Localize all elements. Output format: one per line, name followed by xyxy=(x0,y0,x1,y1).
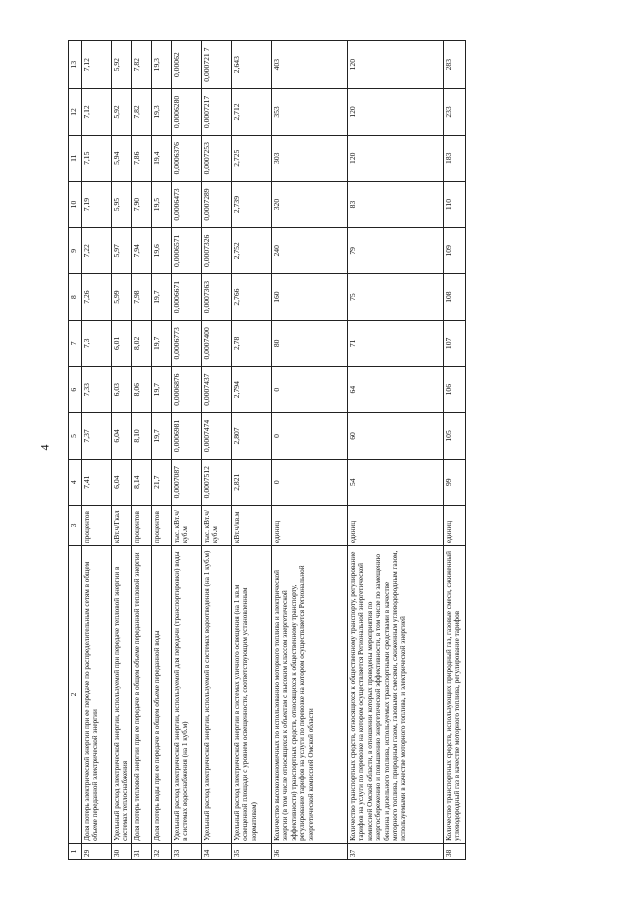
row-number-cell: 34 xyxy=(202,843,232,859)
value-cell: 7,41 xyxy=(82,459,112,505)
indicator-name-cell: Доля потерь электрической энергии при ее передаче по распределительным сетям в общем объеме переданной электрической энергии xyxy=(82,546,112,844)
indicator-name-cell: Удельный расход электрической энергии, используемой для передачи (транспортировки) воды в системах водоснабжения (на 1 куб.м) xyxy=(172,546,202,844)
value-cell: 0,0006876 xyxy=(172,367,202,413)
value-cell: 2,643 xyxy=(232,41,272,89)
value-cell: 75 xyxy=(348,274,444,320)
unit-cell: единиц xyxy=(272,505,348,545)
value-cell: 0,00062 xyxy=(172,41,202,89)
value-cell: 106 xyxy=(444,367,466,413)
row-number-cell: 38 xyxy=(444,843,466,859)
table-row xyxy=(202,41,232,860)
header-cell: 9 xyxy=(69,228,82,274)
value-cell: 80 xyxy=(272,320,348,366)
unit-cell: процентов xyxy=(152,505,172,545)
value-cell: 0,0006473 xyxy=(172,181,202,227)
unit-cell: процентов xyxy=(82,505,112,545)
indicator-name-cell: Доля потерь тепловой энергии при ее передаче в общем объеме переданной тепловой энергии xyxy=(132,546,152,844)
value-cell: 0,0007326 xyxy=(202,228,232,274)
value-cell: 2,78 xyxy=(232,320,272,366)
header-cell: 3 xyxy=(69,505,82,545)
value-cell: 2,794 xyxy=(232,367,272,413)
unit-cell: кВт.ч/кв.м xyxy=(232,505,272,545)
header-cell: 5 xyxy=(69,413,82,459)
row-number-cell: 32 xyxy=(152,843,172,859)
table-row xyxy=(444,41,466,860)
value-cell: 19,7 xyxy=(152,274,172,320)
value-cell: 19,7 xyxy=(152,320,172,366)
value-cell: 160 xyxy=(272,274,348,320)
value-cell: 8,10 xyxy=(132,413,152,459)
value-cell: 320 xyxy=(272,181,348,227)
value-cell: 99 xyxy=(444,459,466,505)
indicator-name-cell: Доля потерь воды при ее передаче в общем объеме переданной воды xyxy=(152,546,172,844)
value-cell: 2,752 xyxy=(232,228,272,274)
unit-cell: тыс. кВт.ч/ куб.м xyxy=(202,505,232,545)
page-number: 4 xyxy=(37,444,52,451)
value-cell: 7,82 xyxy=(132,41,152,89)
value-cell: 0,0006376 xyxy=(172,135,202,181)
value-cell: 19,7 xyxy=(152,413,172,459)
value-cell: 0 xyxy=(272,367,348,413)
row-number-cell: 35 xyxy=(232,843,272,859)
table-row xyxy=(132,41,152,860)
row-number-cell: 30 xyxy=(112,843,132,859)
value-cell: 21,7 xyxy=(152,459,172,505)
value-cell: 0,0007512 xyxy=(202,459,232,505)
header-cell: 6 xyxy=(69,367,82,413)
value-cell: 233 xyxy=(444,89,466,135)
unit-cell: тыс. кВт.ч/ куб.м xyxy=(172,505,202,545)
header-row xyxy=(69,41,82,860)
table-body xyxy=(82,41,466,860)
value-cell: 107 xyxy=(444,320,466,366)
indicator-name-cell: Удельный расход электрической энергии, используемой в системах водоотведения (на 1 куб.м) xyxy=(202,546,232,844)
value-cell: 0,0006773 xyxy=(172,320,202,366)
row-number-cell: 29 xyxy=(82,843,112,859)
header-cell: 2 xyxy=(69,546,82,844)
value-cell: 0,0007253 xyxy=(202,135,232,181)
value-cell: 105 xyxy=(444,413,466,459)
value-cell: 0,0006280 xyxy=(172,89,202,135)
table-row xyxy=(272,41,348,860)
value-cell: 240 xyxy=(272,228,348,274)
value-cell: 7,98 xyxy=(132,274,152,320)
value-cell: 19,6 xyxy=(152,228,172,274)
value-cell: 6,03 xyxy=(112,367,132,413)
value-cell: 353 xyxy=(272,89,348,135)
indicator-name-cell: Количество транспортных средств, относящихся к общественному транспорту, регулирование тарифов на услуги по перевозке на котором осуществляется Региональной энергетической комиссией Омской области, в отношении которых проведены мероприятия по энергосбережению и повышению энергетической эффективности, в том числе по замещению бензина и дизельного топлива, используемых транспортными средствами в качестве моторного топлива, природным газом, газовыми смесями, сжиженным углеводородным газом, используемыми в качестве моторного топлива, и электрической энергией xyxy=(348,546,444,844)
table-wrapper xyxy=(68,40,618,860)
value-cell: 0,0007400 xyxy=(202,320,232,366)
header-cell: 1 xyxy=(69,843,82,859)
value-cell: 5,92 xyxy=(112,41,132,89)
value-cell: 60 xyxy=(348,413,444,459)
value-cell: 120 xyxy=(348,41,444,89)
value-cell: 2,766 xyxy=(232,274,272,320)
value-cell: 5,95 xyxy=(112,181,132,227)
unit-cell: единиц xyxy=(444,505,466,545)
table-row xyxy=(232,41,272,860)
value-cell: 19,7 xyxy=(152,367,172,413)
value-cell: 7,86 xyxy=(132,135,152,181)
value-cell: 2,821 xyxy=(232,459,272,505)
value-cell: 64 xyxy=(348,367,444,413)
header-cell: 8 xyxy=(69,274,82,320)
value-cell: 0,0006981 xyxy=(172,413,202,459)
row-number-cell: 31 xyxy=(132,843,152,859)
value-cell: 0,0007474 xyxy=(202,413,232,459)
value-cell: 5,92 xyxy=(112,89,132,135)
value-cell: 108 xyxy=(444,274,466,320)
value-cell: 403 xyxy=(272,41,348,89)
value-cell: 83 xyxy=(348,181,444,227)
value-cell: 0,0007217 xyxy=(202,89,232,135)
value-cell: 19,4 xyxy=(152,135,172,181)
indicators-table xyxy=(68,40,466,860)
value-cell: 6,01 xyxy=(112,320,132,366)
indicator-name-cell: Удельный расход электрической энергии, используемой при передаче тепловой энергии в системах теплоснабжения xyxy=(112,546,132,844)
value-cell: 7,22 xyxy=(82,228,112,274)
row-number-cell: 33 xyxy=(172,843,202,859)
value-cell: 0 xyxy=(272,459,348,505)
value-cell: 2,807 xyxy=(232,413,272,459)
table-row xyxy=(172,41,202,860)
header-cell: 10 xyxy=(69,181,82,227)
unit-cell: единиц xyxy=(348,505,444,545)
header-cell: 11 xyxy=(69,135,82,181)
value-cell: 0,0007289 xyxy=(202,181,232,227)
value-cell: 7,37 xyxy=(82,413,112,459)
header-cell: 4 xyxy=(69,459,82,505)
value-cell: 8,02 xyxy=(132,320,152,366)
value-cell: 19,3 xyxy=(152,41,172,89)
value-cell: 7,90 xyxy=(132,181,152,227)
value-cell: 19,5 xyxy=(152,181,172,227)
table-row xyxy=(152,41,172,860)
value-cell: 0,000721 7 xyxy=(202,41,232,89)
unit-cell: процентов xyxy=(132,505,152,545)
value-cell: 71 xyxy=(348,320,444,366)
value-cell: 6,04 xyxy=(112,459,132,505)
value-cell: 0,0007087 xyxy=(172,459,202,505)
table-row xyxy=(112,41,132,860)
value-cell: 120 xyxy=(348,135,444,181)
header-cell: 7 xyxy=(69,320,82,366)
value-cell: 303 xyxy=(272,135,348,181)
value-cell: 5,99 xyxy=(112,274,132,320)
indicator-name-cell: Количество транспортных средств, использующих природный газ, газовые смеси, сжиженный углеводородный газ в качестве моторного топлива, регулирование тарифов xyxy=(444,546,466,844)
value-cell: 0,0006671 xyxy=(172,274,202,320)
header-cell: 12 xyxy=(69,89,82,135)
table-header xyxy=(69,41,82,860)
value-cell: 7,15 xyxy=(82,135,112,181)
value-cell: 5,97 xyxy=(112,228,132,274)
value-cell: 2,712 xyxy=(232,89,272,135)
value-cell: 2,739 xyxy=(232,181,272,227)
value-cell: 120 xyxy=(348,89,444,135)
value-cell: 8,06 xyxy=(132,367,152,413)
value-cell: 109 xyxy=(444,228,466,274)
value-cell: 7,82 xyxy=(132,89,152,135)
value-cell: 2,725 xyxy=(232,135,272,181)
value-cell: 0 xyxy=(272,413,348,459)
table-row xyxy=(82,41,112,860)
value-cell: 19,3 xyxy=(152,89,172,135)
value-cell: 7,12 xyxy=(82,41,112,89)
table-row xyxy=(348,41,444,860)
value-cell: 7,94 xyxy=(132,228,152,274)
row-number-cell: 36 xyxy=(272,843,348,859)
row-number-cell: 37 xyxy=(348,843,444,859)
value-cell: 54 xyxy=(348,459,444,505)
value-cell: 8,14 xyxy=(132,459,152,505)
value-cell: 0,0006571 xyxy=(172,228,202,274)
value-cell: 7,26 xyxy=(82,274,112,320)
value-cell: 7,3 xyxy=(82,320,112,366)
value-cell: 0,0007437 xyxy=(202,367,232,413)
indicator-name-cell: Удельный расход электрической энергии в системах уличного освещения (на 1 кв.м освещенной площади с уровнем освещенности, соответствующим установленным нормативам) xyxy=(232,546,272,844)
value-cell: 5,94 xyxy=(112,135,132,181)
value-cell: 283 xyxy=(444,41,466,89)
indicator-name-cell: Количество высокоэкономичных по использованию моторного топлива и электрической энергии (в том числе относящихся к объектам с высоким классом энергетической эффективности) транспортных средств, относящихся к общественному транспорту, регулирование тарифов на услуги по перевозке на котором осуществляется Региональной энергетической комиссией Омской области xyxy=(272,546,348,844)
value-cell: 7,12 xyxy=(82,89,112,135)
value-cell: 0,0007363 xyxy=(202,274,232,320)
value-cell: 110 xyxy=(444,181,466,227)
value-cell: 7,33 xyxy=(82,367,112,413)
unit-cell: кВт.ч/Гкал xyxy=(112,505,132,545)
header-cell: 13 xyxy=(69,41,82,89)
rotated-page-area xyxy=(68,40,618,860)
value-cell: 79 xyxy=(348,228,444,274)
value-cell: 6,04 xyxy=(112,413,132,459)
value-cell: 183 xyxy=(444,135,466,181)
value-cell: 7,19 xyxy=(82,181,112,227)
